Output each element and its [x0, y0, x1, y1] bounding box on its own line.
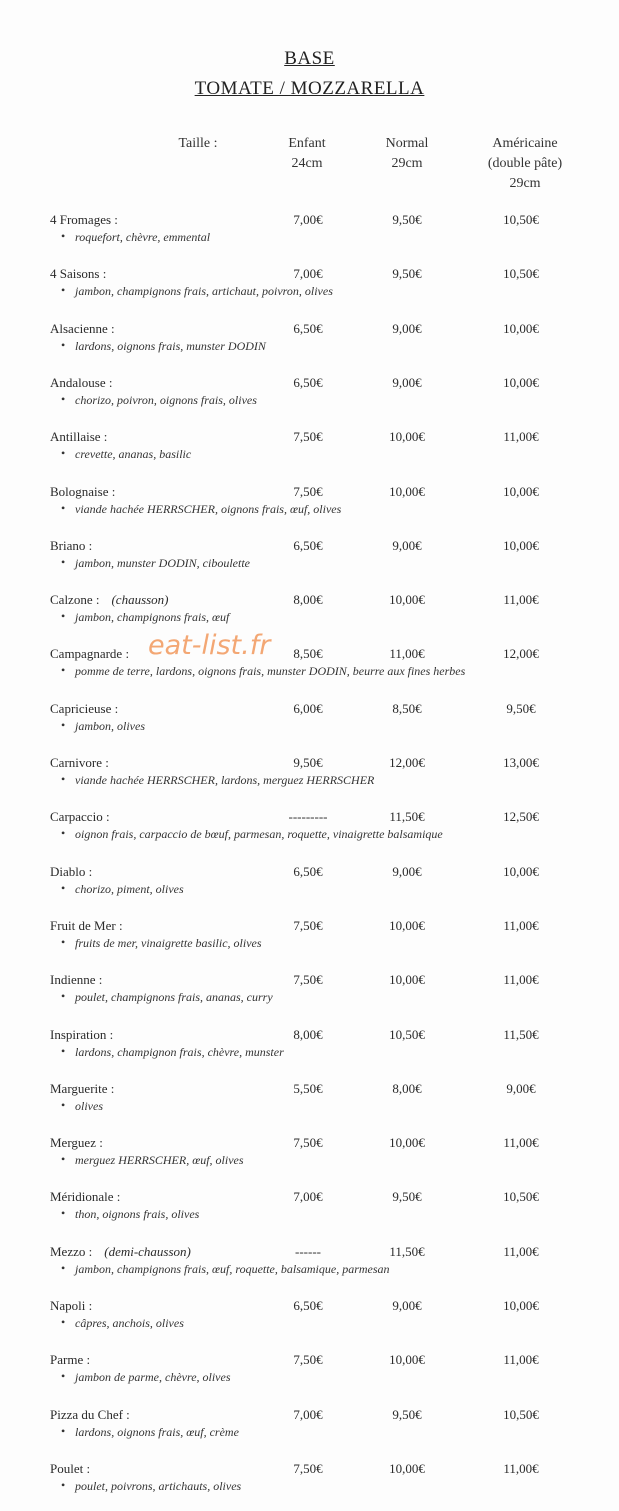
price-normal: 8,00€ [392, 1081, 422, 1096]
pizza-name [50, 484, 115, 500]
ingredients-list-item [62, 773, 374, 788]
price-normal: 10,00€ [389, 592, 425, 607]
pizza-name [50, 1298, 92, 1314]
price-americaine: 11,00€ [503, 429, 539, 444]
ingredients-text: poulet, poivrons, artichauts, olives [75, 1479, 242, 1493]
price-normal: 11,50€ [389, 1244, 425, 1259]
pizza-name-text: Fruit de Mer : [50, 918, 123, 933]
price-enfant: 8,00€ [293, 592, 323, 607]
pizza-name-text: Andalouse : [50, 375, 113, 390]
pizza-name [50, 1461, 90, 1477]
pizza-name-text: Carpaccio : [50, 809, 110, 824]
ingredients-list-item [62, 1479, 241, 1494]
ingredients-text: poulet, champignons frais, ananas, curry [75, 990, 273, 1004]
menu-row [0, 1027, 619, 1077]
pizza-name-text: Mezzo : [50, 1244, 93, 1259]
price-americaine: 10,50€ [503, 1407, 539, 1422]
price-normal: 10,00€ [389, 484, 425, 499]
pizza-name [50, 1244, 191, 1260]
price-enfant: 6,50€ [293, 864, 323, 879]
pizza-name [50, 646, 129, 662]
price-normal: 9,50€ [392, 266, 422, 281]
menu-row [0, 266, 619, 316]
pizza-name-text: 4 Fromages : [50, 212, 118, 227]
header-americaine-size: 29cm [509, 176, 541, 191]
pizza-name-text: Parme : [50, 1352, 91, 1367]
pizza-name [50, 864, 92, 880]
header-americaine [470, 134, 580, 194]
menu-row [0, 646, 619, 696]
price-normal: 9,00€ [392, 864, 422, 879]
menu-row [0, 429, 619, 479]
price-enfant: 7,00€ [293, 212, 323, 227]
menu-row [0, 809, 619, 859]
ingredients-text: jambon de parme, chèvre, olives [75, 1370, 231, 1384]
ingredients-list-item [62, 1099, 103, 1114]
price-normal: 10,00€ [389, 1352, 425, 1367]
ingredients-list-item [62, 1370, 231, 1385]
price-normal: 9,00€ [392, 321, 422, 336]
pizza-name-text: Napoli : [50, 1298, 93, 1313]
header-enfant-size: 24cm [291, 156, 323, 171]
price-americaine: 10,00€ [503, 538, 539, 553]
ingredients-list-item [62, 502, 341, 517]
ingredients-text: crevette, ananas, basilic [75, 447, 192, 461]
price-enfant: 5,50€ [293, 1081, 323, 1096]
header-americaine-sub: (double pâte) [487, 156, 563, 171]
price-enfant: 7,50€ [293, 1135, 323, 1150]
ingredients-list-item [62, 936, 262, 951]
pizza-name [50, 972, 102, 988]
pizza-name-text: Alsacienne : [50, 321, 115, 336]
ingredients-text: roquefort, chèvre, emmental [75, 230, 211, 244]
ingredients-list-item [62, 339, 266, 354]
price-normal: 10,00€ [389, 1135, 425, 1150]
price-americaine: 11,00€ [503, 1352, 539, 1367]
price-normal: 10,50€ [389, 1027, 425, 1042]
price-americaine: 12,00€ [503, 646, 539, 661]
header-normal [362, 134, 452, 174]
ingredients-text: jambon, champignons frais, artichaut, poivron, olives [75, 284, 333, 298]
menu-row [0, 484, 619, 534]
ingredients-text: chorizo, piment, olives [75, 882, 184, 896]
price-normal: 9,00€ [392, 375, 422, 390]
pizza-note: (demi-chausson) [104, 1244, 191, 1259]
price-normal: 9,00€ [392, 1298, 422, 1313]
price-normal: 10,00€ [389, 429, 425, 444]
pizza-name [50, 429, 107, 445]
price-enfant: 8,50€ [293, 646, 323, 661]
price-enfant: ------ [295, 1244, 321, 1259]
price-americaine: 11,00€ [503, 1244, 539, 1259]
pizza-name-text: Briano : [50, 538, 93, 553]
menu-row [0, 321, 619, 371]
ingredients-list-item [62, 1425, 239, 1440]
menu-row [0, 1135, 619, 1185]
price-americaine: 10,00€ [503, 1298, 539, 1313]
ingredients-list-item [62, 1207, 199, 1222]
price-enfant: --------- [288, 809, 328, 824]
price-enfant: 7,50€ [293, 1352, 323, 1367]
menu-row [0, 755, 619, 805]
ingredients-text: viande hachée HERRSCHER, oignons frais, œuf, olives [75, 502, 342, 516]
price-normal: 10,00€ [389, 918, 425, 933]
price-americaine: 10,50€ [503, 1189, 539, 1204]
header-normal-size: 29cm [391, 156, 423, 171]
pizza-name [50, 1352, 90, 1368]
price-enfant: 8,00€ [293, 1027, 323, 1042]
pizza-name [50, 755, 109, 771]
pizza-name-text: Méridionale : [50, 1189, 121, 1204]
price-enfant: 7,50€ [293, 1461, 323, 1476]
price-americaine: 10,50€ [503, 266, 539, 281]
pizza-name-text: Inspiration : [50, 1027, 114, 1042]
menu-title-tomate-mozzarella: TOMATE / MOZZARELLA [194, 78, 425, 99]
pizza-name-text: Diablo : [50, 864, 93, 879]
ingredients-text: merguez HERRSCHER, œuf, olives [75, 1153, 244, 1167]
ingredients-list-item [62, 1316, 184, 1331]
pizza-name [50, 266, 106, 282]
price-enfant: 7,50€ [293, 918, 323, 933]
ingredients-text: jambon, champignons frais, œuf [75, 610, 230, 624]
price-normal: 9,00€ [392, 538, 422, 553]
ingredients-list-item [62, 1153, 244, 1168]
price-americaine: 9,50€ [506, 701, 536, 716]
price-americaine: 13,00€ [503, 755, 539, 770]
header-americaine-label: Américaine [492, 136, 558, 151]
ingredients-list-item [62, 664, 465, 679]
header-enfant [262, 134, 352, 174]
ingredients-list-item [62, 556, 250, 571]
pizza-name-text: Calzone : [50, 592, 100, 607]
menu-row [0, 538, 619, 588]
price-normal: 10,00€ [389, 1461, 425, 1476]
menu-row [0, 864, 619, 914]
price-enfant: 6,50€ [293, 375, 323, 390]
menu-row [0, 212, 619, 262]
pizza-name [50, 701, 118, 717]
watermark: eat-list.fr [148, 630, 271, 661]
price-americaine: 11,00€ [503, 1135, 539, 1150]
price-americaine: 12,50€ [503, 809, 539, 824]
pizza-name [50, 809, 110, 825]
pizza-name [50, 212, 118, 228]
header-taille: Taille : [178, 136, 218, 151]
price-enfant: 6,50€ [293, 1298, 323, 1313]
pizza-note: (chausson) [111, 592, 169, 607]
pizza-name-text: Indienne : [50, 972, 103, 987]
pizza-name [50, 1189, 120, 1205]
ingredients-text: câpres, anchois, olives [75, 1316, 184, 1330]
pizza-name-text: Carnivore : [50, 755, 109, 770]
ingredients-text: lardons, oignons frais, munster DODIN [75, 339, 266, 353]
ingredients-list-item [62, 284, 333, 299]
price-americaine: 11,00€ [503, 918, 539, 933]
menu-row [0, 1407, 619, 1457]
pizza-name-text: Marguerite : [50, 1081, 115, 1096]
pizza-name [50, 538, 92, 554]
menu-row [0, 972, 619, 1022]
pizza-name-text: Merguez : [50, 1135, 103, 1150]
pizza-name-text: Capricieuse : [50, 701, 119, 716]
pizza-name-text: Bolognaise : [50, 484, 116, 499]
ingredients-text: jambon, olives [75, 719, 145, 733]
price-enfant: 6,00€ [293, 701, 323, 716]
price-enfant: 9,50€ [293, 755, 323, 770]
menu-row [0, 1244, 619, 1294]
ingredients-text: fruits de mer, vinaigrette basilic, olives [75, 936, 262, 950]
price-enfant: 7,50€ [293, 484, 323, 499]
menu-row [0, 1461, 619, 1511]
price-americaine: 10,00€ [503, 864, 539, 879]
price-normal: 11,00€ [389, 646, 425, 661]
pizza-name [50, 1081, 114, 1097]
menu-title-base: BASE [284, 48, 335, 69]
ingredients-text: viande hachée HERRSCHER, lardons, merguez HERRSCHER [75, 773, 375, 787]
menu-row [0, 1298, 619, 1348]
ingredients-list-item [62, 1045, 284, 1060]
price-americaine: 9,00€ [506, 1081, 536, 1096]
price-enfant: 7,50€ [293, 972, 323, 987]
ingredients-list-item [62, 447, 191, 462]
ingredients-list-item [62, 882, 184, 897]
pizza-name-text: Antillaise : [50, 429, 108, 444]
ingredients-text: lardons, oignons frais, œuf, crème [75, 1425, 239, 1439]
price-normal: 10,00€ [389, 972, 425, 987]
menu-row [0, 592, 619, 642]
pizza-name-text: Campagnarde : [50, 646, 130, 661]
pizza-name [50, 1407, 130, 1423]
price-normal: 9,50€ [392, 212, 422, 227]
price-americaine: 10,00€ [503, 375, 539, 390]
menu-row [0, 1081, 619, 1131]
price-normal: 8,50€ [392, 701, 422, 716]
price-enfant: 7,00€ [293, 1407, 323, 1422]
price-enfant: 7,00€ [293, 1189, 323, 1204]
pizza-name-text: Pizza du Chef : [50, 1407, 130, 1422]
ingredients-text: jambon, munster DODIN, ciboulette [75, 556, 250, 570]
menu-row [0, 375, 619, 425]
ingredients-list-item [62, 393, 257, 408]
pizza-name-text: 4 Saisons : [50, 266, 107, 281]
header-enfant-label: Enfant [288, 136, 326, 151]
ingredients-list-item [62, 610, 229, 625]
pizza-name [50, 375, 112, 391]
menu-row [0, 1352, 619, 1402]
ingredients-text: thon, oignons frais, olives [75, 1207, 200, 1221]
price-enfant: 7,00€ [293, 266, 323, 281]
price-enfant: 6,50€ [293, 538, 323, 553]
price-americaine: 11,50€ [503, 1027, 539, 1042]
price-enfant: 7,50€ [293, 429, 323, 444]
price-americaine: 10,50€ [503, 212, 539, 227]
ingredients-list-item [62, 827, 443, 842]
price-enfant: 6,50€ [293, 321, 323, 336]
price-americaine: 10,00€ [503, 484, 539, 499]
pizza-name [50, 592, 169, 608]
header-normal-label: Normal [385, 136, 429, 151]
price-normal: 11,50€ [389, 809, 425, 824]
pizza-name [50, 1027, 113, 1043]
ingredients-list-item [62, 230, 210, 245]
price-normal: 9,50€ [392, 1189, 422, 1204]
ingredients-list-item [62, 990, 273, 1005]
pizza-name [50, 918, 123, 934]
ingredients-text: lardons, champignon frais, chèvre, munster [75, 1045, 284, 1059]
price-normal: 12,00€ [389, 755, 425, 770]
pizza-name-text: Poulet : [50, 1461, 91, 1476]
menu-row [0, 1189, 619, 1239]
ingredients-list-item [62, 1262, 390, 1277]
price-americaine: 11,00€ [503, 592, 539, 607]
price-americaine: 10,00€ [503, 321, 539, 336]
ingredients-text: oignon frais, carpaccio de bœuf, parmesan, roquette, vinaigrette balsamique [75, 827, 443, 841]
menu-row [0, 918, 619, 968]
price-americaine: 11,00€ [503, 1461, 539, 1476]
pizza-name [50, 321, 115, 337]
ingredients-text: chorizo, poivron, oignons frais, olives [75, 393, 257, 407]
ingredients-list-item [62, 719, 145, 734]
ingredients-text: jambon, champignons frais, œuf, roquette, balsamique, parmesan [75, 1262, 390, 1276]
ingredients-text: pomme de terre, lardons, oignons frais, munster DODIN, beurre aux fines herbes [75, 664, 466, 678]
price-normal: 9,50€ [392, 1407, 422, 1422]
pizza-name [50, 1135, 103, 1151]
price-americaine: 11,00€ [503, 972, 539, 987]
menu-row [0, 701, 619, 751]
ingredients-text: olives [75, 1099, 103, 1113]
